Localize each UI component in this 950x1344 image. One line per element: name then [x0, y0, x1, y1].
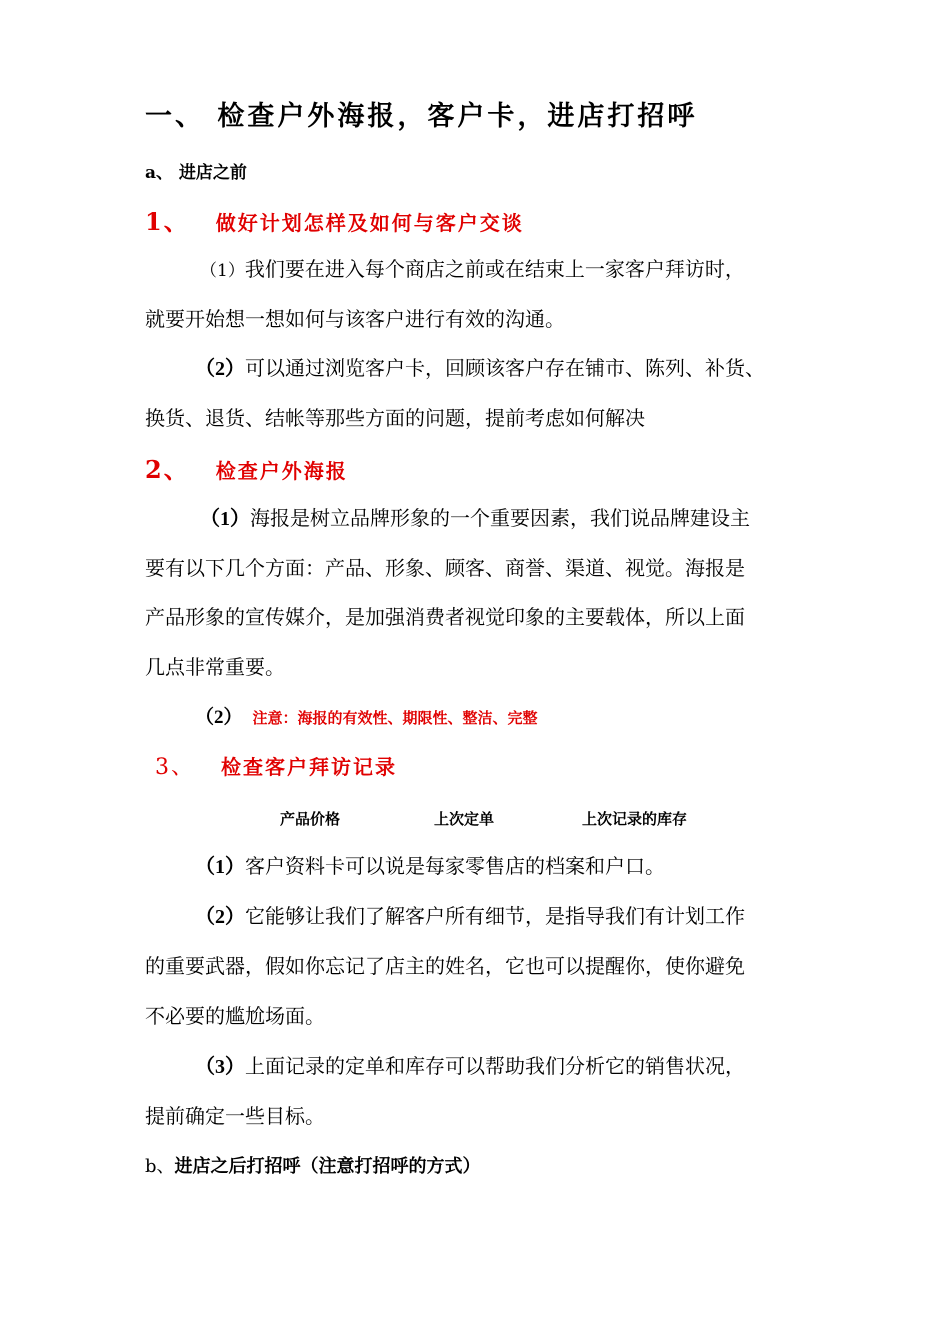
sec2-p2-number: （2） [195, 707, 243, 728]
section-b-prefix: b、 [145, 1156, 175, 1177]
section-2-title: 检查户外海报 [215, 459, 348, 483]
poster-attention-note: 注意：海报的有效性、期限性、整洁、完整 [252, 709, 538, 727]
sec3-p2-line1 [195, 892, 745, 942]
sec3-p2-number: （2） [195, 906, 245, 928]
sec1-p1-number: （1） [200, 261, 245, 281]
sec2-p2-line [195, 702, 538, 729]
sec3-p1-text: 客户资料卡可以说是每家零售店的档案和户口。 [245, 854, 665, 878]
sec3-p1-number: （1） [195, 856, 245, 878]
section-b-title: 进店之后打招呼（注意打招呼的方式） [174, 1156, 481, 1177]
section-1-heading [145, 202, 524, 237]
section-1-number: 1、 [145, 207, 190, 236]
sec3-p3-number: （3） [195, 1056, 245, 1078]
sec3-p3-text: 上面记录的定单和库存可以帮助我们分析它的销售状况， [245, 1054, 745, 1078]
sec2-p1-line1 [200, 494, 750, 544]
sec2-p1-line3: 产品形象的宣传媒介，是加强消费者视觉印象的主要载体，所以上面 [145, 605, 745, 629]
section-3-title: 检查客户拜访记录 [221, 755, 397, 779]
sec3-p2-text: 它能够让我们了解客户所有细节，是指导我们有计划工作 [245, 904, 745, 928]
sec2-p1-text: 海报是树立品牌形象的一个重要因素，我们说品牌建设主 [250, 506, 750, 530]
sec2-p1-number: （1） [200, 508, 250, 530]
sec1-p2-line1 [195, 344, 765, 394]
record-field-product-price: 产品价格 [280, 810, 341, 828]
section-1-title: 做好计划怎样及如何与客户交谈 [215, 211, 524, 235]
sec3-p2-line2: 的重要武器，假如你忘记了店主的姓名，它也可以提醒你，使你避免 [145, 954, 745, 978]
sec2-p1-line4: 几点非常重要。 [145, 655, 285, 679]
section-3-heading [155, 750, 397, 781]
page-title: 一、 检查户外海报，客户卡，进店打招呼 [145, 101, 698, 132]
sec2-p1-line2: 要有以下几个方面：产品、形象、顾客、商誉、渠道、视觉。海报是 [145, 556, 745, 580]
sec3-p1-line1 [195, 842, 665, 892]
sec1-p1-line1 [200, 245, 745, 296]
section-3-number: 3、 [155, 755, 195, 780]
sec1-p2-text: 可以通过浏览客户卡，回顾该客户存在铺市、陈列、补货、 [245, 356, 765, 380]
sec1-p1-text: 我们要在进入每个商店之前或在结束上一家客户拜访时， [244, 257, 745, 281]
sec3-p2-line3: 不必要的尴尬场面。 [145, 1004, 325, 1028]
sec1-p1-line2: 就要开始想一想如何与该客户进行有效的沟通。 [145, 307, 565, 331]
section-2-heading [145, 450, 348, 485]
section-a-heading: a、 进店之前 [145, 163, 247, 183]
record-field-last-order: 上次定单 [434, 810, 495, 828]
record-field-last-stock: 上次记录的库存 [582, 810, 688, 828]
section-b-heading [145, 1152, 481, 1178]
sec1-p2-number: （2） [195, 358, 245, 380]
sec3-p3-line1 [195, 1042, 745, 1092]
section-2-number: 2、 [145, 455, 190, 484]
sec1-p2-line2: 换货、退货、结帐等那些方面的问题，提前考虑如何解决 [145, 406, 645, 430]
sec3-p3-line2: 提前确定一些目标。 [145, 1104, 325, 1128]
